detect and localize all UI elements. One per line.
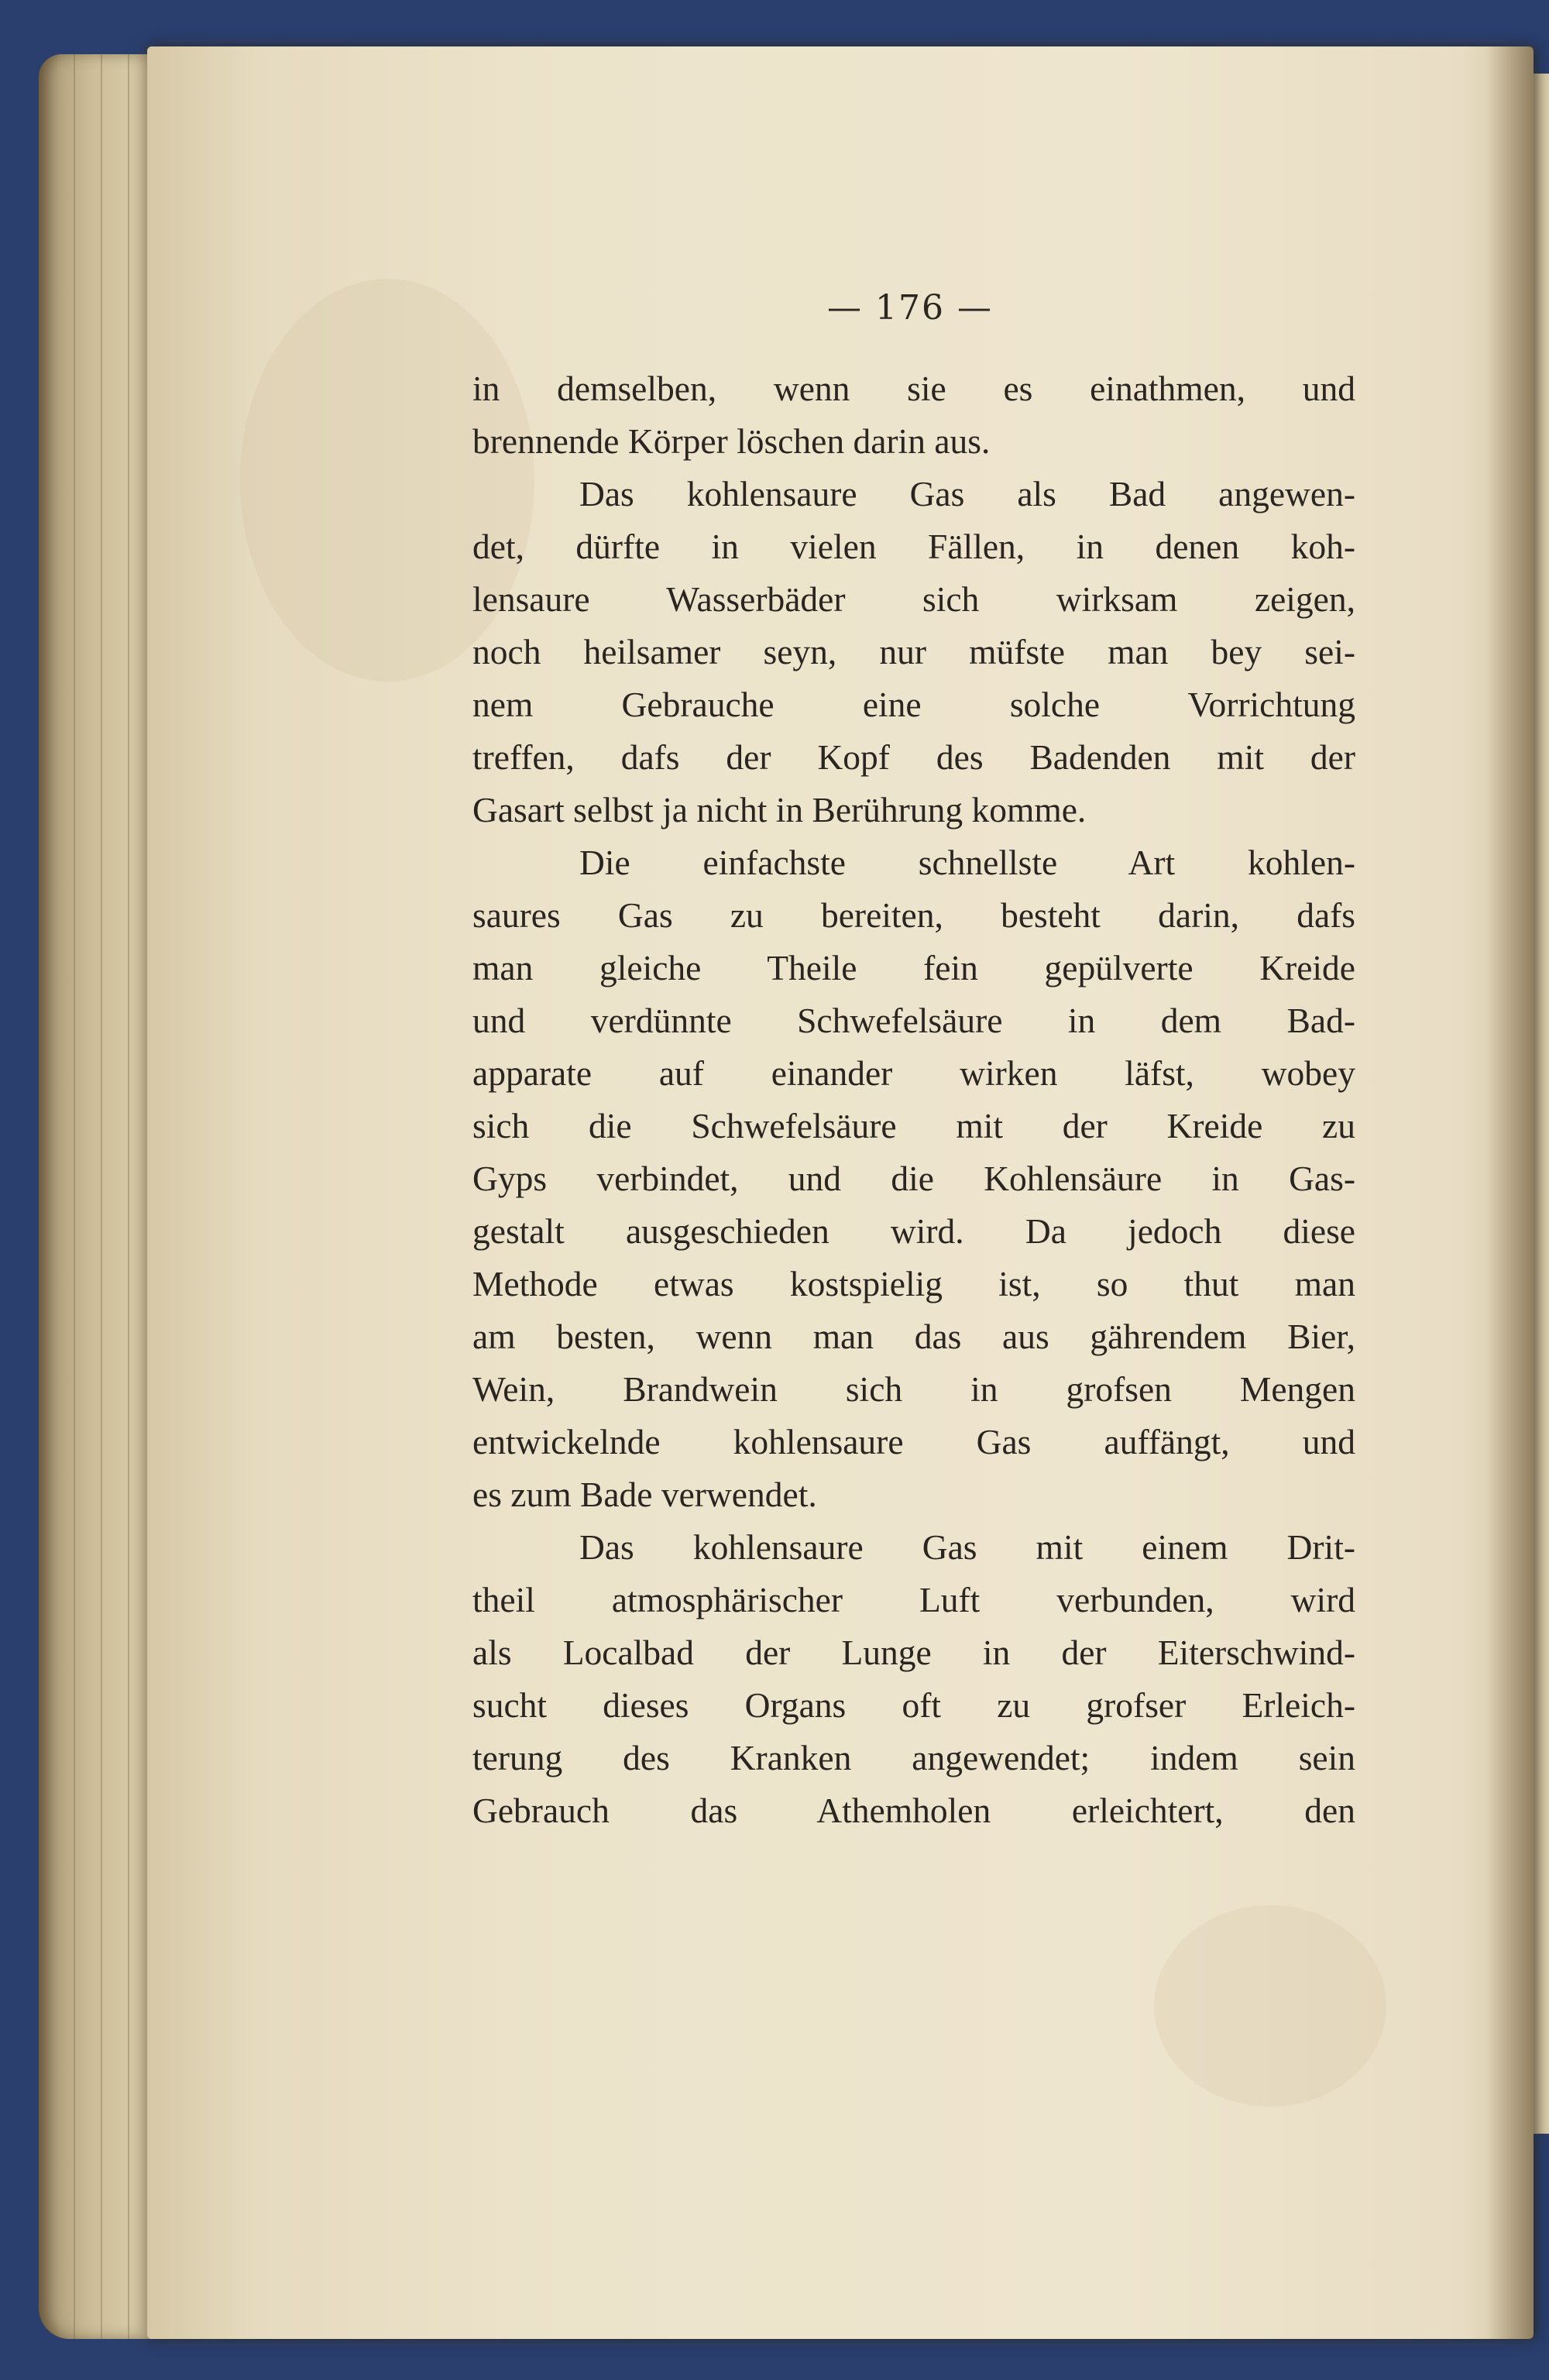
gutter-shadow	[1487, 46, 1534, 2339]
page-edge-line	[101, 54, 102, 2339]
text-line: Gebrauch das Athemholen erleichtert, den	[472, 1791, 1355, 1830]
text-line: treffen, dafs der Kopf des Badenden mit der	[472, 737, 1355, 777]
text-line: theil atmosphärischer Luft verbunden, wird	[472, 1580, 1355, 1619]
text-line: am besten, wenn man das aus gährendem Bier,	[472, 1317, 1355, 1356]
page-edge-line	[74, 54, 75, 2339]
text-line: man gleiche Theile fein gepülverte Kreide	[472, 948, 1355, 987]
text-line: brennende Körper löschen darin aus.	[472, 421, 991, 461]
text-line: Gasart selbst ja nicht in Berührung komme.	[472, 790, 1087, 829]
text-line: noch heilsamer seyn, nur müfste man bey sei-	[472, 632, 1355, 671]
text-line: sucht dieses Organs oft zu grofser Erleich-	[472, 1685, 1355, 1725]
text-line: und verdünnte Schwefelsäure in dem Bad-	[472, 1001, 1355, 1040]
text-line: det, dürfte in vielen Fällen, in denen koh-	[472, 527, 1355, 566]
text-line: terung des Kranken angewendet; indem sein	[472, 1738, 1355, 1777]
text-line: gestalt ausgeschieden wird. Da jedoch diese	[472, 1211, 1355, 1251]
text-line: Wein, Brandwein sich in grofsen Mengen	[472, 1369, 1355, 1409]
text-line: in demselben, wenn sie es einathmen, und	[472, 369, 1355, 408]
text-line: lensaure Wasserbäder sich wirksam zeigen,	[472, 579, 1355, 619]
page-number: — 176 —	[827, 288, 993, 328]
text-line: Die einfachste schnellste Art kohlen-	[579, 843, 1355, 882]
page-edge-line	[128, 54, 129, 2339]
text-line: Das kohlensaure Gas mit einem Drit-	[579, 1527, 1355, 1567]
text-line: Gyps verbindet, und die Kohlensäure in Gas-	[472, 1159, 1355, 1198]
paper-stain	[1154, 1905, 1386, 2107]
text-line: saures Gas zu bereiten, besteht darin, dafs	[472, 895, 1355, 935]
text-line: Das kohlensaure Gas als Bad angewen-	[579, 474, 1355, 513]
text-line: es zum Bade verwendet.	[472, 1475, 817, 1514]
text-line: nem Gebrauche eine solche Vorrichtung	[472, 685, 1355, 724]
text-line: apparate auf einander wirken läfst, wobey	[472, 1053, 1355, 1093]
text-line: sich die Schwefelsäure mit der Kreide zu	[472, 1106, 1355, 1145]
body-text	[472, 362, 1355, 1837]
text-line: Methode etwas kostspielig ist, so thut man	[472, 1264, 1355, 1303]
text-line: als Localbad der Lunge in der Eiterschwind-	[472, 1633, 1355, 1672]
text-line: entwickelnde kohlensaure Gas auffängt, und	[472, 1422, 1355, 1461]
